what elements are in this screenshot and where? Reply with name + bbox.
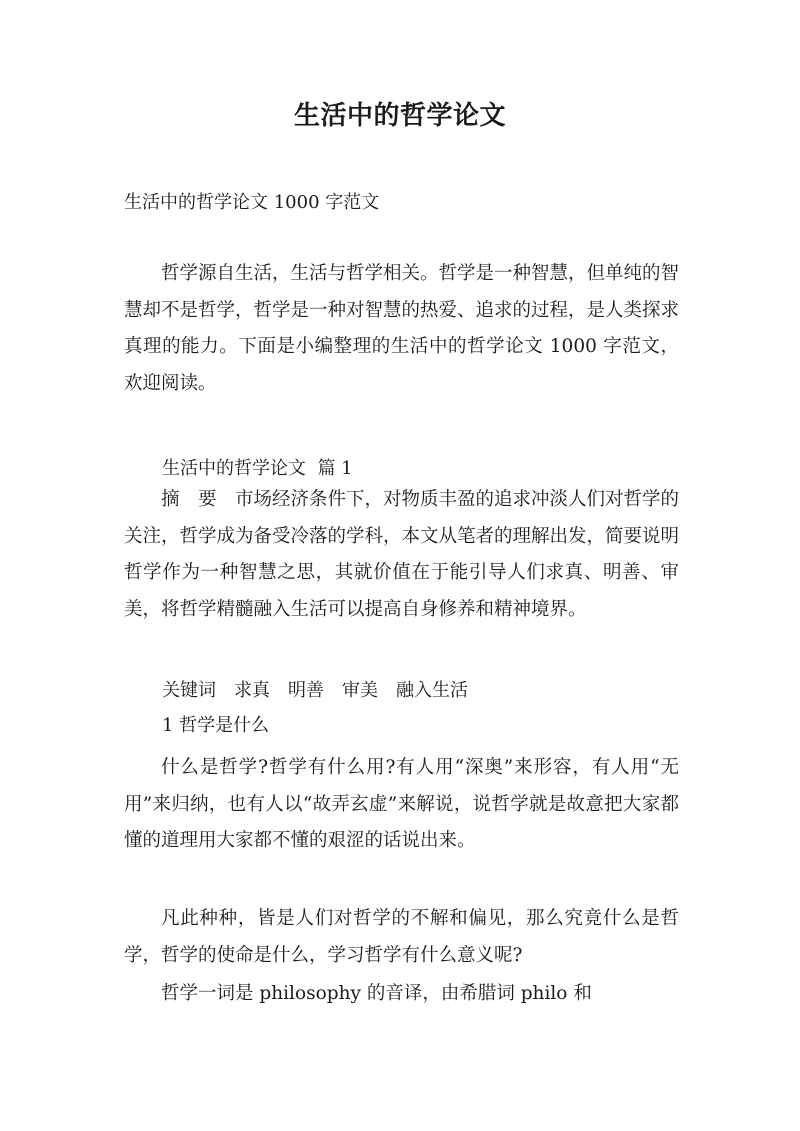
- document-subtitle: 生活中的哲学论文 1000 字范文: [124, 192, 380, 213]
- abstract-paragraph: 摘 要 市场经济条件下，对物质丰盈的追求冲淡人们对哲学的关注，哲学成为备受冷落的学科，本文从笔者的理解出发，简要说明哲学作为一种智慧之思，其就价值在于能引导人们求真、明善、审美，将哲学精髓融入生活可以提高自身修养和精神境界。: [124, 489, 680, 620]
- body-paragraph-2: 凡此种种，皆是人们对哲学的不解和偏见，那么究竟什么是哲学，哲学的使命是什么，学习哲学有什么意义呢?: [124, 908, 679, 966]
- intro-paragraph: 哲学源自生活，生活与哲学相关。哲学是一种智慧，但单纯的智慧却不是哲学，哲学是一种对智慧的热爱、追求的过程，是人类探求真理的能力。下面是小编整理的生活中的哲学论文 1000 字范文，欢迎阅读。: [124, 263, 680, 394]
- keywords-line: 关键词 求真 明善 审美 融入生活: [162, 680, 468, 701]
- section-heading-1: 1 哲学是什么: [162, 715, 270, 736]
- section-label: 生活中的哲学论文 篇 1: [162, 458, 353, 479]
- page-title: 生活中的哲学论文: [293, 101, 506, 131]
- body-paragraph-3: 哲学一词是 philosophy 的音译，由希腊词 philo 和: [161, 983, 592, 1004]
- body-paragraph-1: 什么是哲学?哲学有什么用?有人用“深奥”来形容，有人用“无用”来归纳，也有人以“故弄玄虚”来解说，说哲学就是故意把大家都懂的道理用大家都不懂的艰涩的话说出来。: [124, 757, 679, 851]
